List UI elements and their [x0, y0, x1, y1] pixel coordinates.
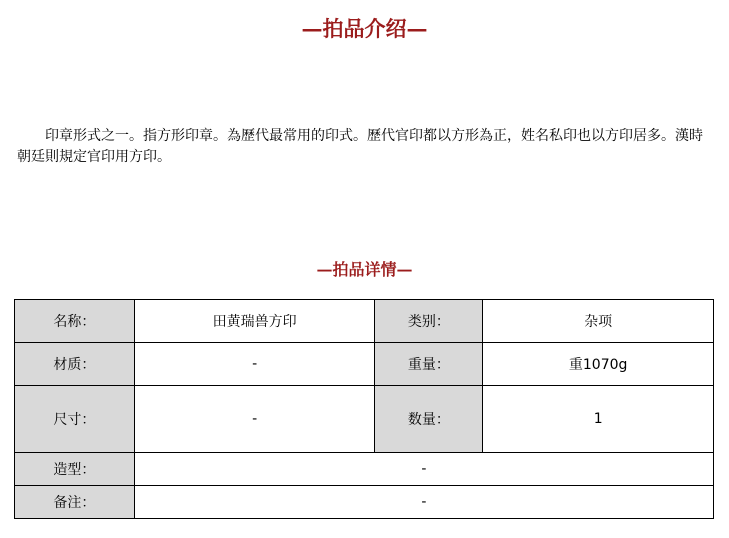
table-row: [15, 386, 714, 453]
material-label: 材质：: [15, 343, 135, 386]
material-value: -: [134, 343, 375, 386]
intro-heading: —拍品介绍—: [301, 16, 428, 41]
table-row: [15, 453, 714, 486]
weight-label: 重量：: [375, 343, 483, 386]
details-heading: —拍品详情—: [316, 260, 413, 279]
shape-label: 造型：: [15, 453, 135, 486]
remarks-label: 备注：: [15, 486, 135, 519]
details-table: [14, 299, 714, 519]
name-label: 名称：: [15, 300, 135, 343]
size-value: -: [134, 386, 375, 453]
table-row: [15, 300, 714, 343]
category-label: 类别：: [375, 300, 483, 343]
table-row: [15, 343, 714, 386]
quantity-label: 数量：: [375, 386, 483, 453]
weight-value: 重1070g: [483, 343, 714, 386]
intro-description: 印章形式之一。指方形印章。為歷代最常用的印式。歷代官印都以方形為正，姓名私印也以方印居多。漢時朝廷則規定官印用方印。: [17, 128, 703, 165]
name-value: 田黄瑞兽方印: [134, 300, 375, 343]
size-label: 尺寸：: [15, 386, 135, 453]
remarks-value: -: [134, 486, 713, 519]
table-row: [15, 486, 714, 519]
shape-value: -: [134, 453, 713, 486]
category-value: 杂项: [483, 300, 714, 343]
quantity-value: 1: [483, 386, 714, 453]
